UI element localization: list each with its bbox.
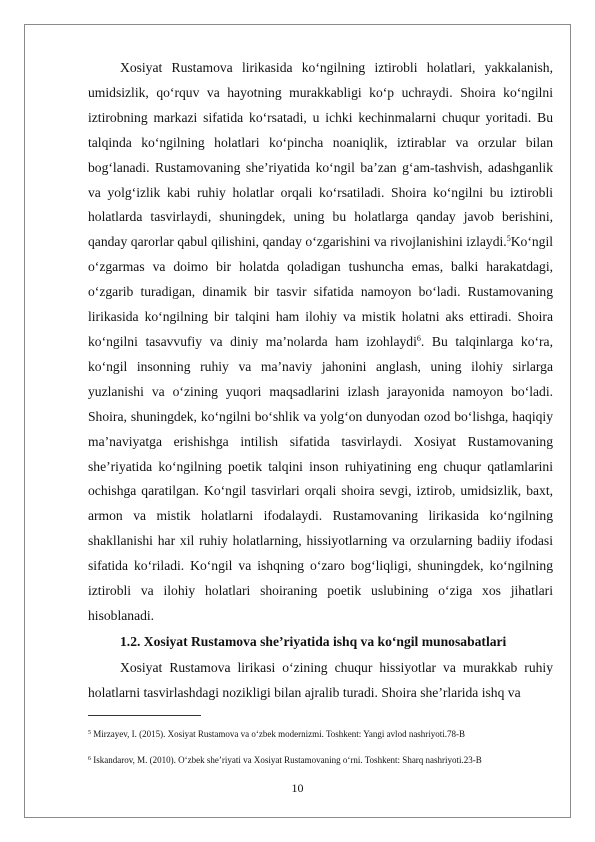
footnote-6-text: Iskandarov, M. (2010). O‘zbek she’riyati va Xosiyat Rustamovaning o‘rni. Toshkent: Sharq nashriyoti.23-B bbox=[91, 755, 482, 765]
footnote-6 bbox=[88, 755, 558, 766]
paragraph-1-part-1: Xosiyat Rustamova lirikasida ko‘ngilning iztirobli holatlari, yakkalanish, umidsizlik, qo‘rquv va hayotning murakkabligi ko‘p uchraydi. Shoira ko‘ngilni iztirobning markazi sifatida ko‘rsatadi, u ichki kechinmalarni chuqur yoritadi. Bu talqinda ko‘ngilning holatlari ko‘pincha noaniqlik, iztirablar va orzular bilan bog‘lanadi. Rustamovaning she’riyatida ko‘ngil ba’zan g‘am-tashvish, adashganlik va yolg‘izlik kabi ruhiy holatlar orqali ko‘rsatiladi. Shoira ko‘ngilni bu iztirobli holatlarda tasvirlaydi, shuningdek, uning bu holatlarga qanday javob berishini, qanday qarorlar qabul qilishini, qanday o‘zgarishini va rivojlanishini izlaydi. bbox=[88, 60, 553, 250]
paragraph-1 bbox=[88, 56, 553, 629]
footnote-5-text: Mirzayev, I. (2015). Xosiyat Rustamova va o‘zbek modernizmi. Toshkent: Yangi avlod nashriyoti.78-B bbox=[91, 729, 466, 739]
page-number: 10 bbox=[291, 781, 304, 795]
footnote-5 bbox=[88, 729, 558, 740]
paragraph-2: Xosiyat Rustamova lirikasi o‘zining chuqur hissiyotlar va murakkab ruhiy holatlarni tasvirlashdagi nozikligi bilan ajralib turadi. Shoira she’rlarida ishq va bbox=[88, 659, 553, 700]
paragraph-1-part-2: Ko‘ngil o‘zgarmas va doimo bir holatda qoladigan tushuncha emas, balki harakatdagi, o‘zgarib turadigan, dinamik bir tasvir sifatida namoyon bo‘ladi. Rustamovaning lirikasida ko‘ngilning bir talqini ham ilohiy va mistik holatni aks ettiradi. Shoira ko‘ngilni tasavvufiy va diniy ma’nolarda ham izohlaydi bbox=[88, 234, 553, 349]
footnote-separator bbox=[88, 715, 201, 716]
footnote-5-number: 5 bbox=[88, 730, 91, 736]
footnote-ref-5[interactable]: 5 bbox=[506, 234, 511, 244]
paragraph-1-part-3: . Bu talqinlarga ko‘ra, ko‘ngil insonning ruhiy va ma’naviy jahonini anglash, uning ilohiy sirlarga yuzlanishi va o‘zining yuqori maqsadlarini izlash jarayonida namoyon bo‘ladi. Shoira, shuningdek, ko‘ngilni bo‘shlik va yolg‘on dunyodan ozod bo‘lishga, haqiqiy ma’naviyatga erishishga intilish sifatida tasvirlaydi. Xosiyat Rustamovaning she’riyatida ko‘ngilning poetik talqini inson ruhiyatining eng chuqur qatlamlarini ochishga qaratilgan. Ko‘ngil tasvirlari orqali shoira sevgi, iztirob, umidsizlik, baxt, armon va mistik holatlarni ifodalaydi. Rustamovaning lirikasida ko‘ngilning shakllanishi har xil ruhiy holatlarning, hissiyotlarning va orzularning badiiy ifodasi sifatida ko‘riladi. Ko‘ngil va ishqning o‘zaro bog‘liqligi, shuningdek, ko‘ngilning iztirobli va ilohiy holatlari shoiraning poetik uslubining o‘ziga xos jihatlari hisoblanadi. bbox=[88, 333, 553, 623]
footnote-6-number: 6 bbox=[88, 756, 91, 762]
main-text bbox=[88, 56, 553, 706]
section-heading: 1.2. Xosiyat Rustamova she’riyatida ishq va ko‘ngil munosabatlari bbox=[120, 633, 507, 649]
footnote-ref-6[interactable]: 6 bbox=[416, 333, 421, 343]
